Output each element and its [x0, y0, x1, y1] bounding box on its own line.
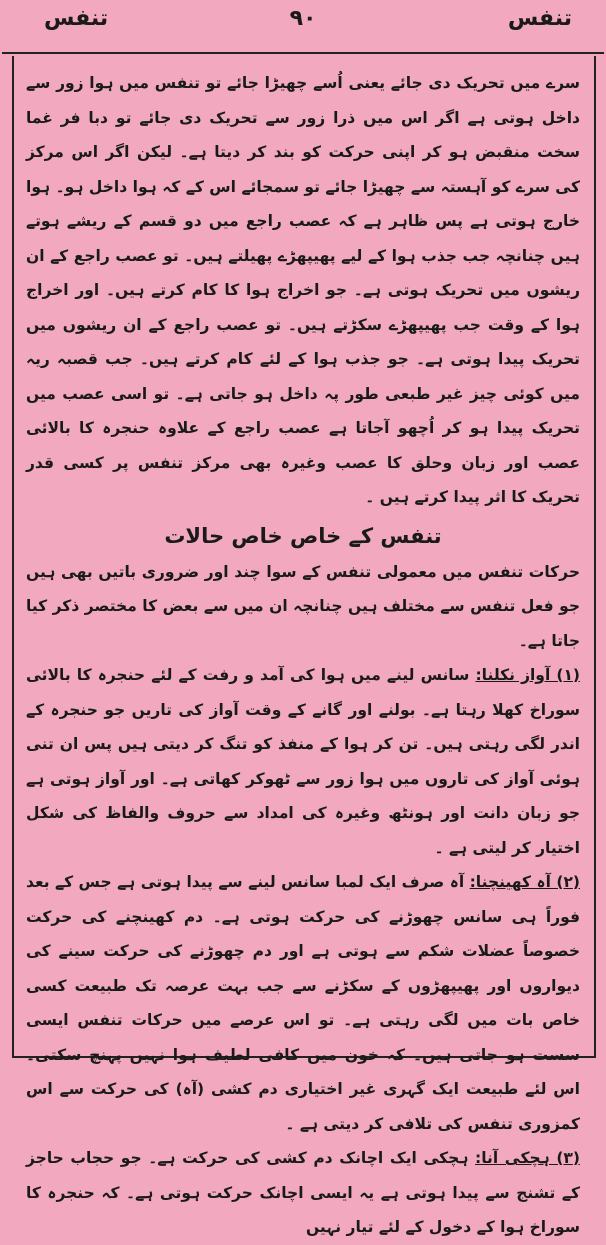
header-rule	[2, 52, 604, 54]
page-number: ۹۰	[289, 6, 317, 31]
body-text	[26, 66, 580, 1245]
item-text: ہچکی ایک اچانک دم کشی کی حرکت ہے۔ جو حجاب حاجز کے تشنج سے پیدا ہوتی ہے یہ ایسی اچانک حرکت ہوتی ہے۔ کہ حنجرہ کا سوراخ ہوا کے دخول کے لئے تیار نہیں	[26, 1149, 580, 1236]
paragraph: سرے میں تحریک دی جائے یعنی اُسے چھیڑا جائے تو تنفس میں ہوا زور سے داخل ہوتی ہے اگر اس میں ذرا زور سے تحریک دی جائے تو دبا فر غما سخت منقبض ہو کر اپنی حرکت کو بند کر دیتا ہے۔ لیکن اگر اس مرکز کی سرے کو آہستہ سے چھیڑا جائے تو سمجائے اس کے کہ ہوا داخل ہو۔ ہوا خارج ہوتی ہے پس ظاہر ہے کہ عصب راجع میں دو قسم کے ریشے ہوتے ہیں چنانچہ جب جذب ہوا کے لیے پھیپھڑے پھیلتے ہیں۔ تو عصب راجع کے ان ریشوں میں تحریک ہوتی ہے۔ جو اخراج ہوا کا کام کرتے ہیں۔ اور اخراج ہوا کے وقت جب پھیپھڑے سکڑتے ہیں۔ تو عصب راجع کے ان ریشوں میں تحریک پیدا ہوتی ہے۔ جو جذب ہوا کے لئے کام کرتے ہیں۔ جب قصبہ ریہ میں کوئی چیز غیر طبعی طور پہ داخل ہو جاتی ہے۔ تو اسی عصب میں تحریک پیدا ہو کر اُچھو آجاتا ہے عصب راجع کے علاوہ حنجرہ کا بالائی عصب اور زبان وحلق کا عصب وغیرہ بھی مرکز تنفس پر کسی قدر تحریک کا اثر پیدا کرتے ہیں ۔	[26, 74, 580, 506]
item-text: سانس لینے میں ہوا کی آمد و رفت کے لئے حنجرہ کا بالائی سوراخ کھلا رہتا ہے۔ بولنے اور گانے کے وقت آواز کی تاریں جو حنجرہ کے اندر لگی رہتی ہیں۔ تن کر ہوا کے منفذ کو تنگ کر دیتی ہیں پس ان تنی ہوئی آواز کی تاروں میں ہوا زور سے ٹھوکر کھاتی ہے۔ اور آواز ہوتی ہے جو زبان دانت اور ہونٹھ وغیرہ کی امداد سے حروف والفاظ کی شکل اختیار کر لیتی ہے ۔	[26, 666, 580, 857]
item-label: (۱) آواز نکلنا:	[475, 666, 580, 684]
running-head-left: تنفس	[44, 6, 109, 31]
list-item	[26, 865, 580, 1141]
list-item	[26, 658, 580, 865]
item-text: آہ صرف ایک لمبا سانس لینے سے پیدا ہوتی ہے جس کے بعد فوراً ہی سانس چھوڑنے کی حرکت ہوتی ہے۔ دم کھینچنے کی حرکت خصوصاً عضلات شکم سے ہوتی ہے اور دم چھوڑنے کی حرکت سینے کی دیواروں اور پھیپھڑوں کے سکڑنے سے جب بہت عرصہ تک طبیعت کسی خاص بات میں لگی رہتی ہے۔ تو اس عرصے میں حرکات تنفس ایسی سست ہو جاتی ہیں۔ کہ خون میں کافی لطیف ہوا نہیں پہنچ سکتی۔ اس لئے طبیعت ایک گہری غیر اختیاری دم کشی (آہ) کی حرکت سے اس کمزوری تنفس کی تلافی کر دیتی ہے ۔	[26, 873, 580, 1133]
item-label: (۲) آہ کھینچنا:	[469, 873, 580, 891]
section-heading: تنفس کے خاص خاص حالات	[164, 523, 442, 548]
item-label: (۳) ہچکی آنا:	[475, 1149, 580, 1167]
list-item	[26, 1141, 580, 1245]
section-intro: حرکات تنفس میں معمولی تنفس کے سوا چند اور ضروری باتیں بھی ہیں جو فعل تنفس سے مختلف ہیں چنانچہ ان میں سے بعض کا مختصر ذکر کیا جاتا ہے۔	[26, 562, 580, 650]
running-head-right: تنفس	[507, 6, 572, 31]
